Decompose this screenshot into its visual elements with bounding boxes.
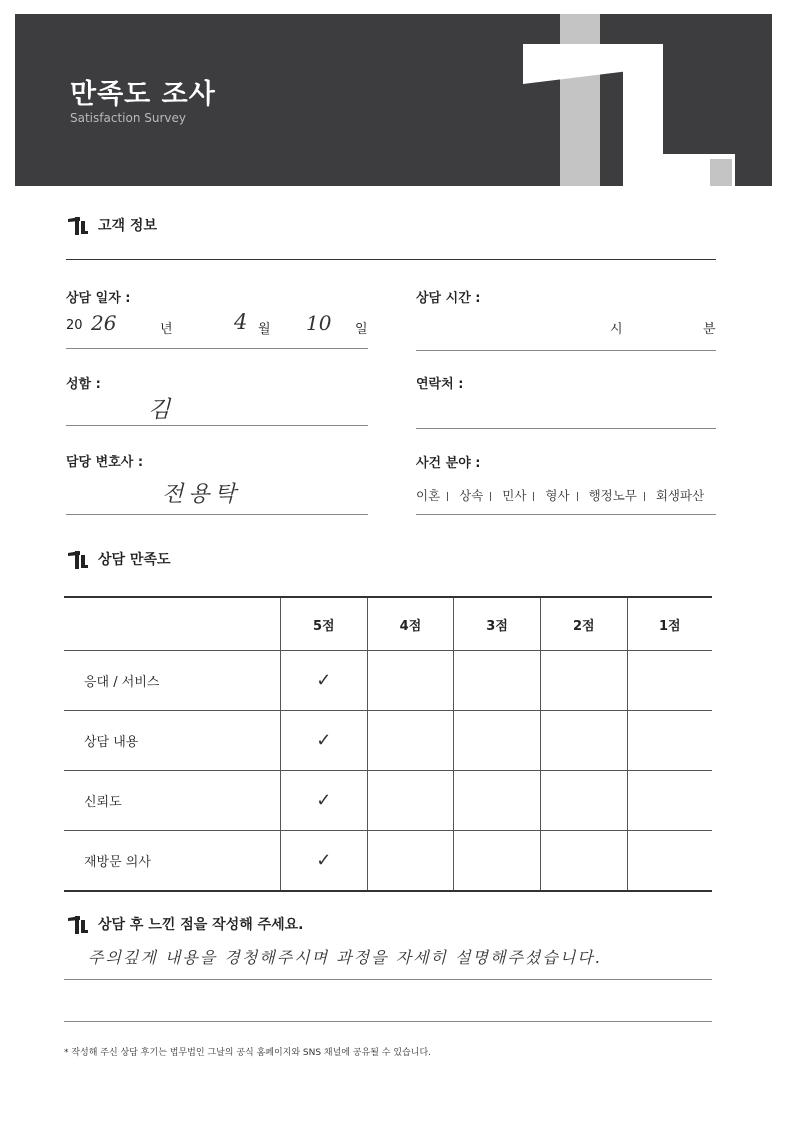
page-subtitle: Satisfaction Survey (70, 111, 186, 125)
consult-date-label: 상담 일자 : (66, 291, 131, 306)
case-option[interactable]: 행정노무 (588, 488, 637, 503)
consult-time-label: 상담 시간 : (416, 291, 481, 306)
customer-info-heading (66, 213, 157, 237)
case-field-line (416, 514, 716, 515)
score-header: 4점 (367, 597, 454, 651)
section-title: 상담 만족도 (98, 552, 171, 568)
case-option[interactable]: 형사 (545, 488, 570, 503)
lawyer-label: 담당 변호사 : (66, 455, 144, 470)
case-option[interactable]: 이혼 (416, 488, 441, 503)
consult-date-field[interactable] (66, 348, 368, 349)
table-row (64, 831, 712, 892)
review-line[interactable] (64, 1021, 712, 1022)
lawyer-field[interactable] (66, 514, 368, 515)
separator (490, 492, 491, 501)
rating-cell[interactable] (281, 771, 368, 831)
rating-cell[interactable] (454, 771, 541, 831)
separator (644, 492, 645, 501)
score-header: 1점 (627, 597, 712, 651)
rating-cell[interactable] (454, 651, 541, 711)
table-row (64, 771, 712, 831)
header-banner (15, 14, 772, 186)
day-handwritten[interactable]: 10 (306, 311, 332, 335)
separator (533, 492, 534, 501)
rating-cell[interactable] (367, 711, 454, 771)
rating-cell[interactable] (627, 771, 712, 831)
name-field[interactable] (66, 425, 368, 426)
table-header-row (64, 597, 712, 651)
table-row (64, 711, 712, 771)
rating-cell[interactable] (627, 831, 712, 892)
year-unit: 년 (160, 322, 173, 337)
year-handwritten[interactable]: 26 (91, 311, 117, 335)
minute-unit: 분 (703, 322, 716, 337)
rating-cell[interactable] (540, 771, 627, 831)
table-row (64, 651, 712, 711)
row-label: 응대 / 서비스 (64, 651, 281, 711)
case-option[interactable]: 회생파산 (655, 488, 705, 503)
name-label: 성함 : (66, 377, 101, 392)
rating-cell[interactable] (281, 711, 368, 771)
rating-cell[interactable] (540, 711, 627, 771)
check-mark-icon: ✓ (316, 850, 332, 871)
rating-cell[interactable] (454, 831, 541, 892)
divider (66, 259, 716, 260)
rating-cell[interactable] (367, 771, 454, 831)
review-line[interactable] (64, 979, 712, 980)
section-logo-icon (66, 912, 90, 936)
rating-cell[interactable] (540, 651, 627, 711)
hour-unit: 시 (610, 322, 623, 337)
firm-logo-icon (505, 14, 735, 186)
separator (577, 492, 578, 501)
satisfaction-table (64, 596, 712, 892)
page-title: 만족도 조사 (70, 79, 216, 110)
rating-cell[interactable] (627, 651, 712, 711)
rating-cell[interactable] (367, 831, 454, 892)
contact-field[interactable] (416, 428, 716, 429)
score-header: 3점 (454, 597, 541, 651)
section-title: 고객 정보 (98, 218, 157, 234)
rating-cell[interactable] (454, 711, 541, 771)
month-unit: 월 (258, 322, 271, 337)
case-field-options (416, 486, 704, 504)
check-mark-icon: ✓ (316, 730, 332, 751)
consult-time-field[interactable] (416, 350, 716, 351)
blank-header-cell (64, 597, 281, 651)
check-mark-icon: ✓ (316, 670, 332, 691)
lawyer-handwritten[interactable]: 전용탁 (162, 482, 241, 507)
review-heading (66, 912, 304, 936)
contact-label: 연락처 : (416, 377, 464, 392)
case-field-label: 사건 분야 : (416, 456, 481, 471)
name-handwritten[interactable]: 김 (148, 397, 171, 423)
rating-cell[interactable] (540, 831, 627, 892)
row-label: 신뢰도 (64, 771, 281, 831)
case-option[interactable]: 상속 (459, 488, 484, 503)
rating-cell[interactable] (627, 711, 712, 771)
section-title: 상담 후 느낀 점을 작성해 주세요. (98, 917, 304, 933)
rating-cell[interactable] (281, 831, 368, 892)
month-handwritten[interactable]: 4 (234, 310, 248, 334)
rating-cell[interactable] (367, 651, 454, 711)
case-option[interactable]: 민사 (502, 488, 527, 503)
section-logo-icon (66, 213, 90, 237)
separator (447, 492, 448, 501)
year-prefix: 20 (66, 318, 83, 333)
check-mark-icon: ✓ (316, 790, 332, 811)
score-header: 5점 (281, 597, 368, 651)
footnote: * 작성해 주신 상담 후기는 법무법인 그날의 공식 홈페이지와 SNS 채널에 공유될 수 있습니다. (64, 1048, 432, 1058)
row-label: 재방문 의사 (64, 831, 281, 892)
review-handwritten[interactable]: 주의깊게 내용을 경청해주시며 과정을 자세히 설명해주셨습니다. (88, 948, 602, 967)
score-header: 2점 (540, 597, 627, 651)
day-unit: 일 (355, 322, 368, 337)
row-label: 상담 내용 (64, 711, 281, 771)
rating-cell[interactable] (281, 651, 368, 711)
satisfaction-heading (66, 547, 171, 571)
section-logo-icon (66, 547, 90, 571)
